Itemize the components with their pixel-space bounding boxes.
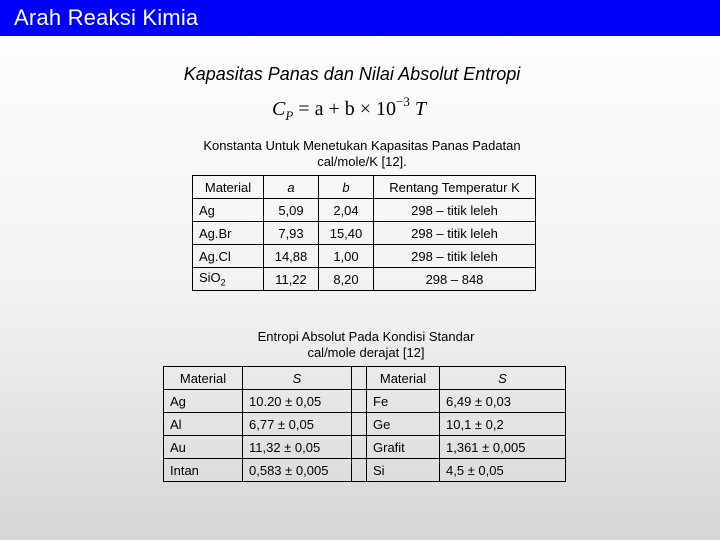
table-header-row [193,176,536,199]
table-row [193,268,536,291]
header-cell: S [440,367,566,390]
table-cell: Au [164,436,243,459]
header-cell: b [319,176,374,199]
divider-cell [352,459,367,482]
table-cell: 7,93 [264,222,319,245]
formula-rhs: = a + b × 10 [298,98,397,120]
table-cell: 11,22 [264,268,319,291]
table-row [164,413,566,436]
table1-caption-line2: cal/mole/K [12]. [317,154,407,169]
formula-exponent: −3 [396,94,410,109]
table-cell: 298 – titik leleh [374,222,536,245]
entropy-table [163,366,566,482]
table-row [164,390,566,413]
table-row [193,199,536,222]
table-cell: 298 – 848 [374,268,536,291]
table2-caption-line1: Entropi Absolut Pada Kondisi Standar [257,329,475,344]
table-cell: Si [367,459,440,482]
header-cell: a [264,176,319,199]
table-cell: 0,583 ± 0,005 [243,459,352,482]
table-cell: 10.20 ± 0,05 [243,390,352,413]
table-header-row [164,367,566,390]
table-row [193,245,536,268]
table-cell: 14,88 [264,245,319,268]
table-cell: 1,00 [319,245,374,268]
table-cell: Ge [367,413,440,436]
table-cell: Ag.Br [193,222,264,245]
table-cell: 6,49 ± 0,03 [440,390,566,413]
slide-subtitle: Kapasitas Panas dan Nilai Absolut Entropi [183,64,521,84]
formula-lhs-subscript: P [285,108,294,123]
material-name: SiO [199,270,221,286]
table-cell: 6,77 ± 0,05 [243,413,352,436]
table-cell: 298 – titik leleh [374,199,536,222]
table-cell: Intan [164,459,243,482]
header-cell: S [243,367,352,390]
table-cell: 10,1 ± 0,2 [440,413,566,436]
heat-capacity-table [192,175,536,291]
divider-cell [352,413,367,436]
table-cell: 4,5 ± 0,05 [440,459,566,482]
table2-caption [200,329,532,361]
table-cell: 11,32 ± 0,05 [243,436,352,459]
table-cell: Ag [193,199,264,222]
table-cell: 15,40 [319,222,374,245]
table2-caption-line2: cal/mole derajat [12] [307,345,425,360]
header-cell: Rentang Temperatur K [374,176,536,199]
divider-cell [352,436,367,459]
formula-variable: T [414,98,426,120]
table-cell: 298 – titik leleh [374,245,536,268]
formula-lhs: C [272,98,286,120]
table-cell: Al [164,413,243,436]
table-cell: 8,20 [319,268,374,291]
divider-cell [352,367,367,390]
material-subscript: 2 [220,277,226,288]
table-row [164,459,566,482]
table-row [164,436,566,459]
table-cell: Grafit [367,436,440,459]
table-cell: Ag.Cl [193,245,264,268]
divider-cell [352,390,367,413]
table-cell: Fe [367,390,440,413]
title-bar [0,0,720,36]
table-cell: 5,09 [264,199,319,222]
heat-capacity-formula [272,94,426,123]
header-cell: Material [164,367,243,390]
table-cell [193,268,264,291]
table-cell: Ag [164,390,243,413]
table1-caption-line1: Konstanta Untuk Menetukan Kapasitas Panas Padatan [203,138,521,153]
table-cell: 1,361 ± 0,005 [440,436,566,459]
table-cell: 2,04 [319,199,374,222]
header-cell: Material [193,176,264,199]
header-cell: Material [367,367,440,390]
table1-caption [180,138,544,170]
page-title: Arah Reaksi Kimia [14,5,199,30]
table-row [193,222,536,245]
